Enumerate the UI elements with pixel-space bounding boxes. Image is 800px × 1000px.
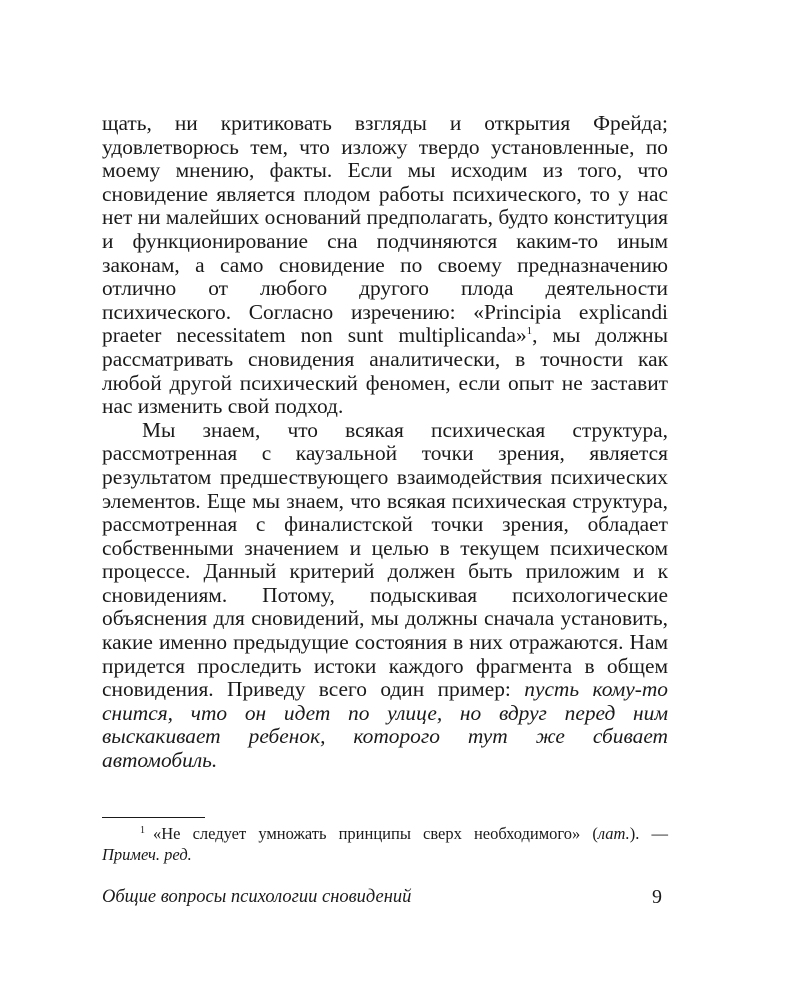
footnote-reference[interactable]: 1 bbox=[526, 325, 533, 338]
footnote-mark: 1 bbox=[140, 824, 145, 836]
running-title: Общие вопросы психологии сновидений bbox=[102, 887, 412, 907]
page-footer bbox=[102, 885, 668, 909]
footnote-punct: ). — bbox=[629, 824, 669, 843]
paragraph-1-tail: , мы должны рассматривать сновидения аналитически, в точности как любой другой психический феномен, если опыт не заставит нас изменить свой подход. bbox=[102, 323, 668, 419]
footnote-text: «Не следует умножать принципы сверх необходимого» ( bbox=[153, 824, 598, 843]
paragraph-2 bbox=[102, 419, 668, 773]
footnote-editor-note: Примеч. ред. bbox=[102, 845, 192, 864]
page-body bbox=[102, 112, 668, 773]
page-number: 9 bbox=[652, 886, 662, 908]
paragraph-2-example: пусть кому-то снится, что он идет по улице, но вдруг перед ним выскакивает ребенок, которого тут же сбивает автомобиль. bbox=[102, 677, 668, 773]
footnote-lang: лат. bbox=[597, 824, 630, 843]
paragraph-1-text: щать, ни критиковать взгляды и открытия Фрейда; удовлетворюсь тем, что изложу твердо установленные, по моему мнению, факты. Если мы исходим из того, что сновидение является плодом работы психического, то у нас нет ни малейших оснований предполагать, будто конституция и функционирование сна подчиняются каким-то иным законам, а само сновидение по своему предназначению отлично от любого другого плода деятельности психического. Согласно изречению: «Principia explicandi praeter necessitatem non sunt multiplicanda» bbox=[102, 111, 668, 348]
footnote-divider bbox=[102, 817, 205, 818]
paragraph-1 bbox=[102, 112, 668, 419]
footnote bbox=[102, 823, 668, 865]
paragraph-2-text: Мы знаем, что всякая психическая структура, рассмотренная с каузальной точки зрения, является результатом предшествующего взаимодействия психических элементов. Еще мы знаем, что всякая психическая структура, рассмотренная с финалистской точки зрения, обладает собственными значением и целью в текущем психическом процессе. Данный критерий должен быть приложим и к сновидениям. Потому, подыскивая психологические объяснения для сновидений, мы должны сначала установить, какие именно предыдущие состояния в них отражаются. Нам придется проследить истоки каждого фрагмента в общем сновидения. Приведу всего один пример: bbox=[102, 417, 668, 702]
